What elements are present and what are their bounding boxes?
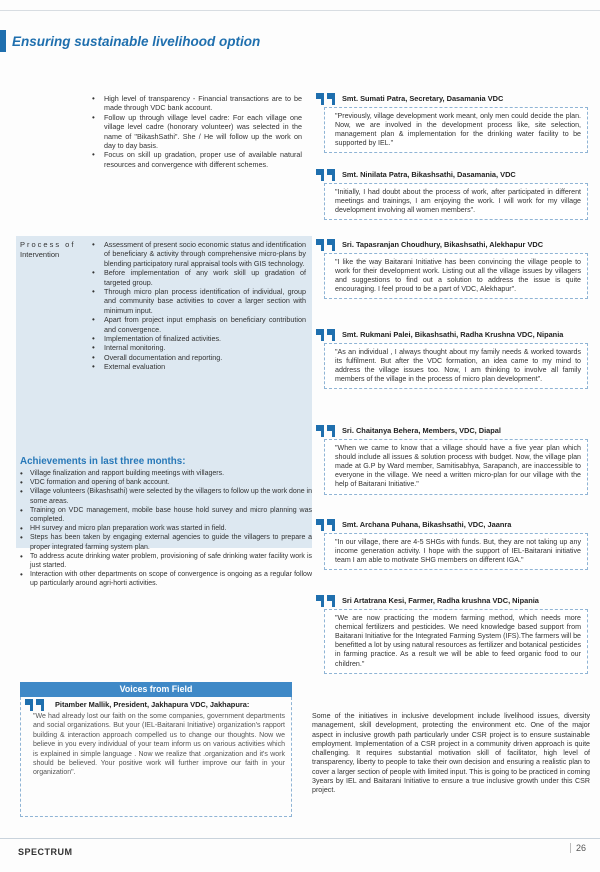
list-item: • Steps has been taken by engaging external agencies to guide the villagers to prepare a proper integrated farming system plan. [20, 533, 312, 551]
closing-paragraph: Some of the initiatives in inclusive development include livelihood issues, diversity management, skill development, protecting the environment etc. One of the major aspect in inclusive growth path particularly under CSR project is to ensure sustainable employment. Implementation of a CSR project in a community driven approach is quite challenging. It requires substantial motivation skill of facilitator, high level of transparency, liberty to people to take their own decision and ensuring a realistic plan to cover a larger section of people with limited input. This is going to be practiced in coming 3years by IEL and Baitarani Initiative to ensure a true inclusive growth under this CSR project. [312, 712, 590, 795]
footer-rule [0, 838, 600, 839]
testimonial-speaker: Sri. Chaitanya Behera, Members, VDC, Diapal [342, 426, 501, 435]
list-item: • Before implementation of any work skill up gradation of targeted group. [92, 268, 306, 287]
quote-icon [316, 239, 338, 253]
testimonial [316, 330, 588, 389]
page-number: 26 [570, 843, 586, 853]
title-accent-bar [0, 30, 6, 52]
testimonial-quote: "Initially, I had doubt about the process of work, after participated in different meetings and trainings, I am enjoying the work. I will work for my village development involving all women members". [324, 183, 588, 221]
list-item: • Implementation of finalized activities. [92, 334, 306, 343]
list-item: • Training on VDC management, mobile base house hold survey and micro planning was completed. [20, 506, 312, 524]
list-item: • Interaction with other departments on scope of convergence is ongoing as a regular follow up particularly around agri-horti activities. [20, 570, 312, 588]
process-label-line2: Intervention [20, 249, 60, 259]
process-list [92, 240, 306, 372]
quote-icon [316, 595, 338, 609]
transparency-list [92, 94, 302, 169]
quote-icon [316, 425, 338, 439]
testimonial [316, 240, 588, 299]
voices-header: Voices from Field [20, 682, 292, 697]
quote-icon [316, 169, 338, 183]
voices-from-field [20, 682, 292, 817]
testimonial-speaker: Smt. Sumati Patra, Secretary, Dasamania VDC [342, 94, 504, 103]
footer-brand: SPECTRUM [18, 847, 73, 857]
quote-icon [25, 699, 47, 713]
achievements-section [20, 456, 312, 589]
voices-speaker: Pitamber Mallik, President, Jakhapura VDC, Jakhapura: [55, 700, 250, 709]
voices-body [20, 697, 292, 817]
page-title: Ensuring sustainable livelihood option [12, 34, 261, 49]
list-item: • Overall documentation and reporting. [92, 353, 306, 362]
list-item: • High level of transparency - Financial transactions are to be made through VDC bank account. [92, 94, 302, 113]
testimonial-quote: "As an individual , I always thought about my family needs & worked towards its fulfilment. But after the VDC formation, an idea came to my mind to address the village issues too. Now, I am thinking to involve all family members of the village in the process of micro plan development". [324, 343, 588, 390]
achievements-list [20, 469, 312, 589]
testimonial-quote: "In our village, there are 4-5 SHGs with funds. But, they are not taking up any income generation activity. I hope with the support of IEL-Baitarani initiative team I am able to motivate SHG members on different IGA." [324, 533, 588, 571]
top-rule [0, 10, 600, 11]
quote-icon [316, 519, 338, 533]
process-label [20, 240, 84, 259]
testimonial [316, 520, 588, 570]
testimonial [316, 94, 588, 153]
testimonial-quote: "Previously, village development work meant, only men could decide the plan. Now, we are involved in the development process like, site selection, management plan & implementation for the drinking water facility to be supported by IEL." [324, 107, 588, 154]
voices-quote: "We had already lost our faith on the some companies, government departments and social organizations. But your (IEL-Baitarani Initiative) organization's rapport building & interaction approach compelled us to change our thoughts. Now we believe in you every individual of your team inform us on various activities which is explained in simple language . Now we realize that .organization and it's work should be believed. Your positive work will further improve our faith in your organization". [33, 713, 285, 777]
process-label-line1: Process of [20, 240, 76, 249]
quote-icon [316, 329, 338, 343]
list-item: • Focus on skill up gradation, proper use of available natural resources and convergence with different schemes. [92, 150, 302, 169]
list-item: • VDC formation and opening of bank account. [20, 478, 312, 487]
list-item: • Apart from project input emphasis on beneficiary contribution and convergence. [92, 315, 306, 334]
testimonial-quote: "I like the way Baitarani Initiative has been convincing the village people to work for their development work. Listing out all the village issues by villagers and suggestions to find out a solution to address the issue is quite encouraging. I feel proud to be a part of VDC, Alekhapur". [324, 253, 588, 300]
list-item: • Through micro plan process identification of individual, group and community base activities to cover a larger section with minimum input. [92, 287, 306, 315]
list-item: • Assessment of present socio economic status and identification of beneficiary & activity through comprehensive micro-plans by blending participatory rural appraisal tools with GIS technology. [92, 240, 306, 268]
list-item: • Village finalization and rapport building meetings with villagers. [20, 469, 312, 478]
testimonial-speaker: Smt. Rukmani Palei, Bikashsathi, Radha Krushna VDC, Nipania [342, 330, 564, 339]
list-item: • HH survey and micro plan preparation work was started in field. [20, 524, 312, 533]
testimonial-quote: "We are now practicing the modern farming method, which needs more chemical fertilizers and pesticides. We need knowledge based support from Baitarani Initiative for the Integrated Farming System (IFS).The farmers will be benefitted a lot by using natural resources as fertilizer and botanical pesticides in farming practice. As a result we will be able to feed organic food to our children." [324, 609, 588, 674]
achievements-title: Achievements in last three months: [20, 456, 186, 467]
testimonial [316, 170, 588, 220]
testimonial-quote: "When we came to know that a village should have a five year plan which should include all issues & solution process with budget. Now, the village plan made at G.P by Ward member, Samitisabhya, Sarapanch, are inaccessible to everyone in the village. We need a written micro-plan for our village with the help of Baitarani Initiative." [324, 439, 588, 495]
quote-icon [316, 93, 338, 107]
list-item: • External evaluation [92, 362, 306, 371]
testimonial-speaker: Sri Artatrana Kesi, Farmer, Radha krushna VDC, Nipania [342, 596, 539, 605]
list-item: • Internal monitoring. [92, 343, 306, 352]
testimonial [316, 426, 588, 495]
testimonial-speaker: Smt. Ninilata Patra, Bikashsathi, Dasamania, VDC [342, 170, 516, 179]
list-item: • Village volunteers (Bikashsathi) were selected by the villagers to follow up the work done in some areas. [20, 487, 312, 505]
list-item: • Follow up through village level cadre: For each village one village level cadre (honorary volunteer) was selected in the name of "BikashSathi". She / He will follow up the work on day to day basis. [92, 113, 302, 151]
list-item: • To address acute drinking water problem, provisioning of safe drinking water facility work is just started. [20, 552, 312, 570]
testimonial-speaker: Sri. Tapasranjan Choudhury, Bikashsathi, Alekhapur VDC [342, 240, 544, 249]
testimonial-speaker: Smt. Archana Puhana, Bikashsathi, VDC, Jaanra [342, 520, 512, 529]
testimonial [316, 596, 588, 674]
